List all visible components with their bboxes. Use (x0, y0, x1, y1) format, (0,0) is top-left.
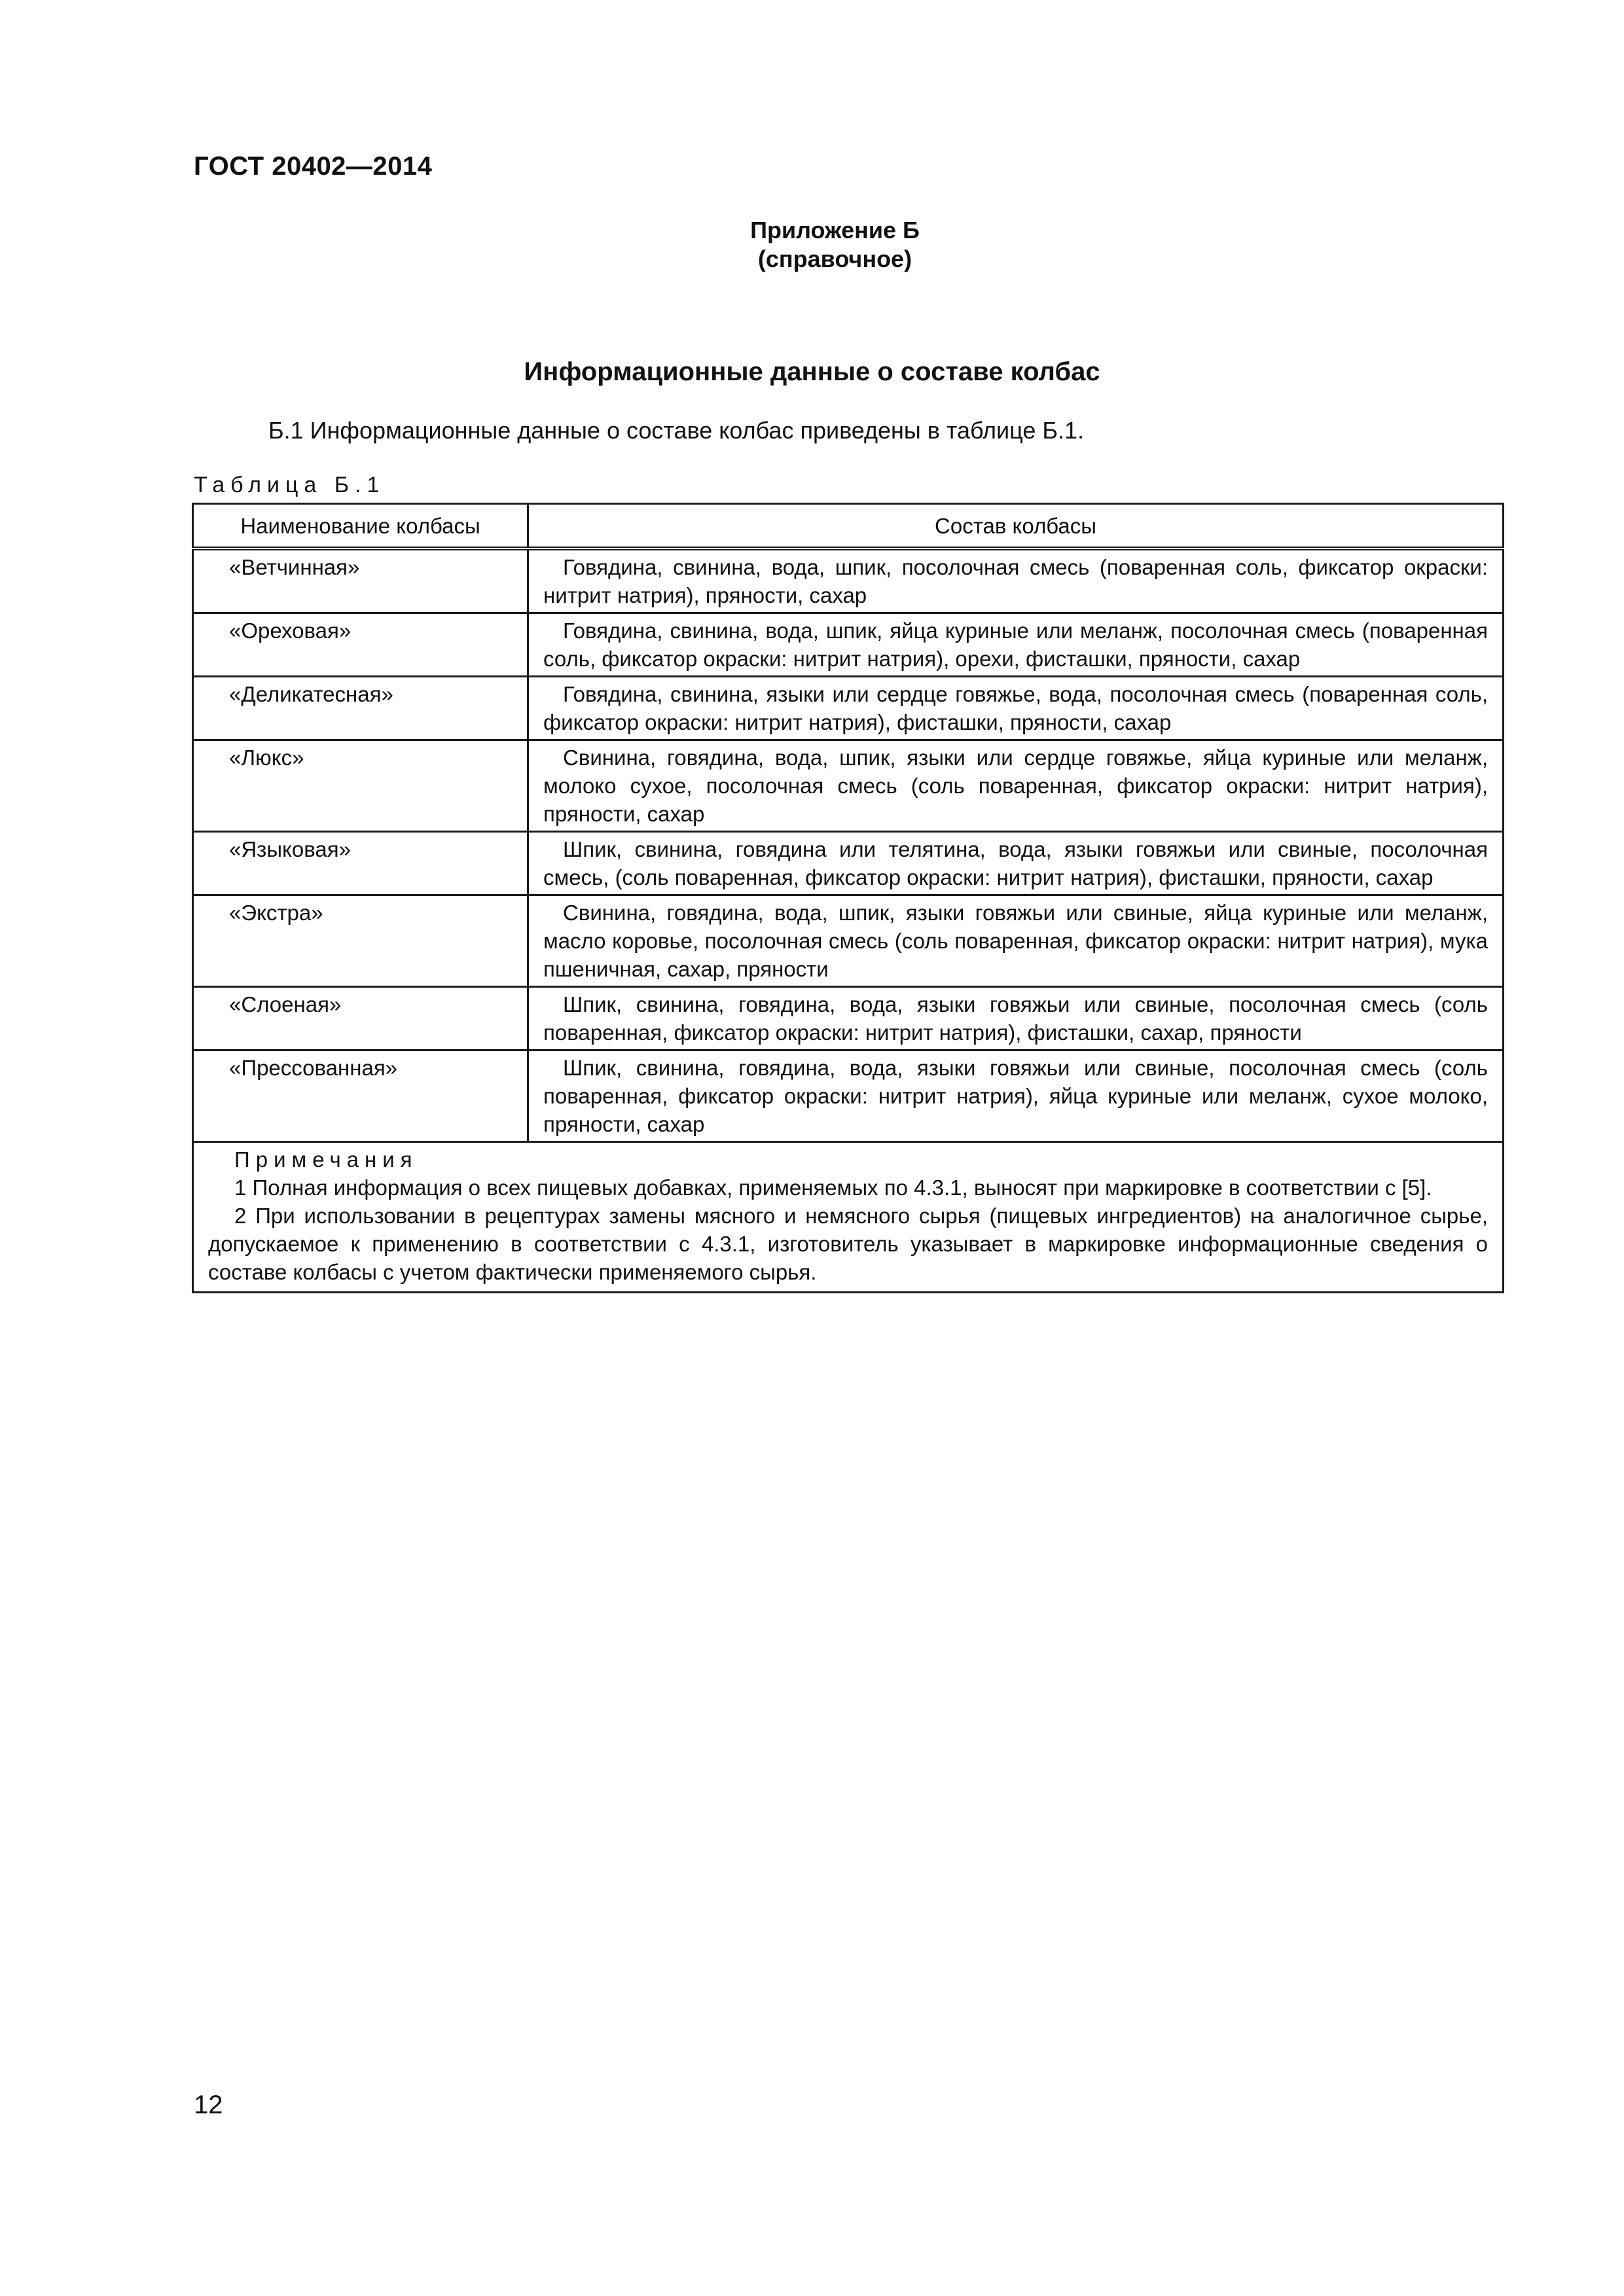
sausage-composition: Шпик, свинина, говядина, вода, языки говяжьи или свиные, посолочная смесь (соль поваренная, фиксатор окраски: нитрит натрия), фисташки, сахар, пряности (528, 987, 1504, 1050)
sausage-composition: Говядина, свинина, вода, шпик, яйца куриные или меланж, посолочная смесь (поваренная соль, фиксатор окраски: нитрит натрия), орехи, фисташки, пряности, сахар (528, 613, 1504, 677)
sausage-name: «Ветчинная» (193, 548, 528, 613)
note-item: 2 При использовании в рецептурах замены мясного и немясного сырья (пищевых ингредиентов) на аналогичное сырье, допускаемое к применению в соответствии с 4.3.1, изготовитель указывает в маркировке информационные сведения о составе колбасы с учетом фактически применяемого сырья. (208, 1204, 1488, 1284)
table-notes (193, 1142, 1504, 1293)
sausage-name: «Языковая» (193, 832, 528, 895)
sausage-name: «Ореховая» (193, 613, 528, 677)
sausage-composition: Говядина, свинина, вода, шпик, посолочная смесь (поваренная соль, фиксатор окраски: нитрит натрия), пряности, сахар (528, 548, 1504, 613)
section-title: Информационные данные о составе колбас (524, 357, 1100, 386)
table-row (193, 987, 1504, 1050)
sausage-name: «Деликатесная» (193, 677, 528, 740)
sausage-name: «Люкс» (193, 740, 528, 832)
sausage-composition: Свинина, говядина, вода, шпик, языки или сердце говяжье, яйца куриные или меланж, молоко сухое, посолочная смесь (соль поваренная, фиксатор окраски: нитрит натрия), пряности, сахар (528, 740, 1504, 832)
table-caption: Таблица Б.1 (194, 473, 386, 497)
table-row (193, 740, 1504, 832)
sausage-name: «Прессованная» (193, 1050, 528, 1142)
note-item: 1 Полная информация о всех пищевых добавках, применяемых по 4.3.1, выносят при маркировке в соответствии с [5]. (234, 1175, 1432, 1200)
table-row (193, 832, 1504, 895)
intro-paragraph: Б.1 Информационные данные о составе колбас приведены в таблице Б.1. (268, 417, 1085, 444)
appendix-heading (0, 216, 1624, 274)
appendix-type: (справочное) (757, 245, 912, 272)
table-row (193, 895, 1504, 987)
table-header-row (193, 504, 1504, 549)
notes-title: Примечания (234, 1147, 418, 1172)
appendix-title: Приложение Б (750, 217, 920, 243)
document-code: ГОСТ 20402—2014 (194, 152, 433, 181)
sausage-composition: Шпик, свинина, говядина, вода, языки говяжьи или свиные, посолочная смесь (соль поваренная, фиксатор окраски: нитрит натрия), яйца куриные или меланж, сухое молоко, пряности, сахар (528, 1050, 1504, 1142)
sausage-composition: Свинина, говядина, вода, шпик, языки говяжьи или свиные, яйца куриные или меланж, масло коровье, посолочная смесь (соль поваренная, фиксатор окраски: нитрит натрия), мука пшеничная, сахар, пряности (528, 895, 1504, 987)
composition-table (192, 503, 1504, 1293)
sausage-composition: Говядина, свинина, языки или сердце говяжье, вода, посолочная смесь (поваренная соль, фиксатор окраски: нитрит натрия), фисташки, пряности, сахар (528, 677, 1504, 740)
sausage-composition: Шпик, свинина, говядина или телятина, вода, языки говяжьи или свиные, посолочная смесь, (соль поваренная, фиксатор окраски: нитрит натрия), фисташки, пряности, сахар (528, 832, 1504, 895)
sausage-name: «Слоеная» (193, 987, 528, 1050)
table-row (193, 1050, 1504, 1142)
sausage-name: «Экстра» (193, 895, 528, 987)
column-header-composition: Состав колбасы (528, 504, 1504, 549)
column-header-name: Наименование колбасы (193, 504, 528, 549)
table-row (193, 548, 1504, 613)
table-notes-row (193, 1142, 1504, 1293)
table-row (193, 613, 1504, 677)
page-number: 12 (194, 2090, 223, 2119)
table-row (193, 677, 1504, 740)
